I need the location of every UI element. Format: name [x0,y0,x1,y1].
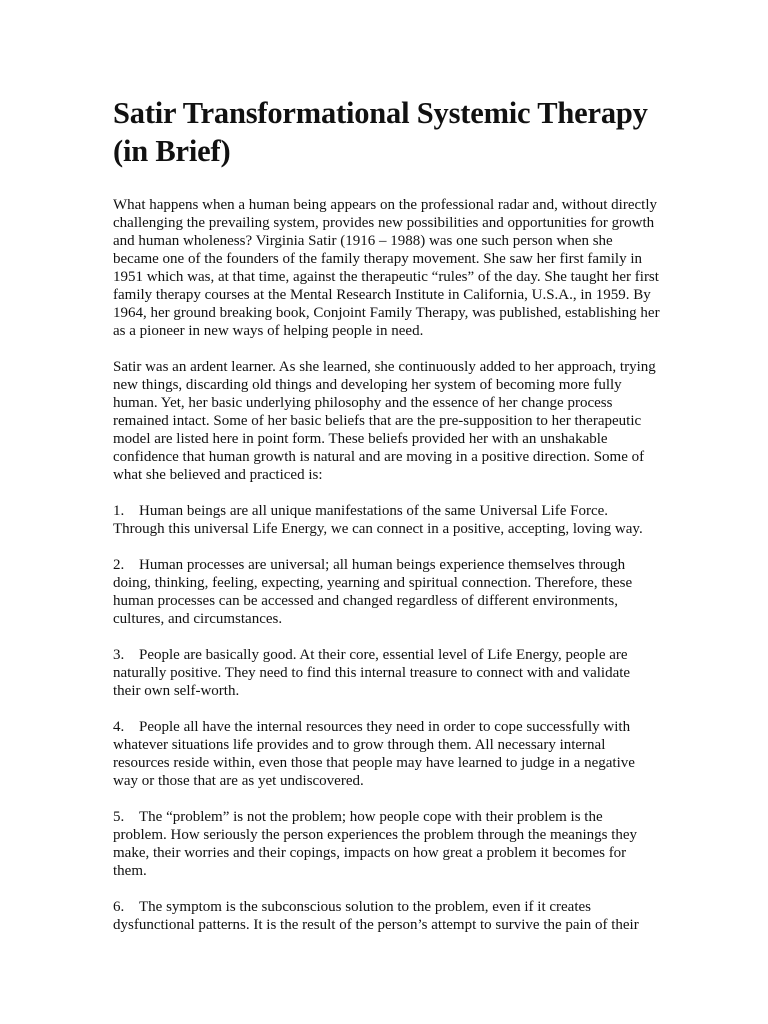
belief-item-6 [113,898,660,934]
list-number: 1. [113,503,125,519]
list-number: 3. [113,647,125,663]
intro-paragraph: What happens when a human being appears on the professional radar and, without directly challenging the prevailing system, provides new possibilities and opportunities for growth and human wholeness? Virginia Satir (1916 – 1988) was one such person when she became one of the founders of the family therapy movement. She saw her first family in 1951 which was, at that time, against the therapeutic “rules” of the day. She taught her first family therapy courses at the Mental Research Institute in California, U.S.A., in 1959. By 1964, her ground breaking book, Conjoint Family Therapy, was published, establishing her as a pioneer in new ways of helping people in need. [113,197,660,339]
list-text: The symptom is the subconscious solution to the problem, even if it creates dysfunctional patterns. It is the result of the person’s attempt to survive the pain of their [113,899,639,933]
list-text: People all have the internal resources they need in order to cope successfully with whatever situations life provides and to grow through them. All necessary internal resources reside within, even those that people may have learned to judge in a negative way or those that are as yet undiscovered. [113,719,635,789]
document-title: Satir Transformational Systemic Therapy (in Brief) [113,96,648,168]
list-number: 2. [113,557,125,573]
list-text: The “problem” is not the problem; how people cope with their problem is the problem. How seriously the person experiences the problem through the meanings they make, their worries and their copings, impacts on how great a problem it becomes for them. [113,809,638,879]
belief-item-1 [113,502,660,538]
list-text: People are basically good. At their core, essential level of Life Energy, people are naturally positive. They need to find this internal treasure to connect with and validate their own self-worth. [113,647,631,699]
list-number: 5. [113,809,125,825]
list-text: Human processes are universal; all human beings experience themselves through doing, thinking, feeling, expecting, yearning and spiritual connection. Therefore, these human processes can be accessed and changed regardless of different environments, cultures, and circumstances. [113,557,633,627]
list-number: 4. [113,719,125,735]
belief-item-3 [113,646,660,700]
belief-item-2 [113,556,660,628]
list-text: Human beings are all unique manifestations of the same Universal Life Force. Through this universal Life Energy, we can connect in a positive, accepting, loving way. [113,503,643,537]
belief-item-5 [113,808,660,880]
beliefs-intro-paragraph: Satir was an ardent learner. As she learned, she continuously added to her approach, trying new things, discarding old things and developing her system of becoming more fully human. Yet, her basic underlying philosophy and the essence of her change process remained intact. Some of her basic beliefs that are the pre-supposition to her therapeutic model are listed here in point form. These beliefs provided her with an unshakable confidence that human growth is natural and are moving in a positive direction. Some of what she believed and practiced is: [113,359,656,483]
list-number: 6. [113,899,125,915]
belief-item-4 [113,718,660,790]
